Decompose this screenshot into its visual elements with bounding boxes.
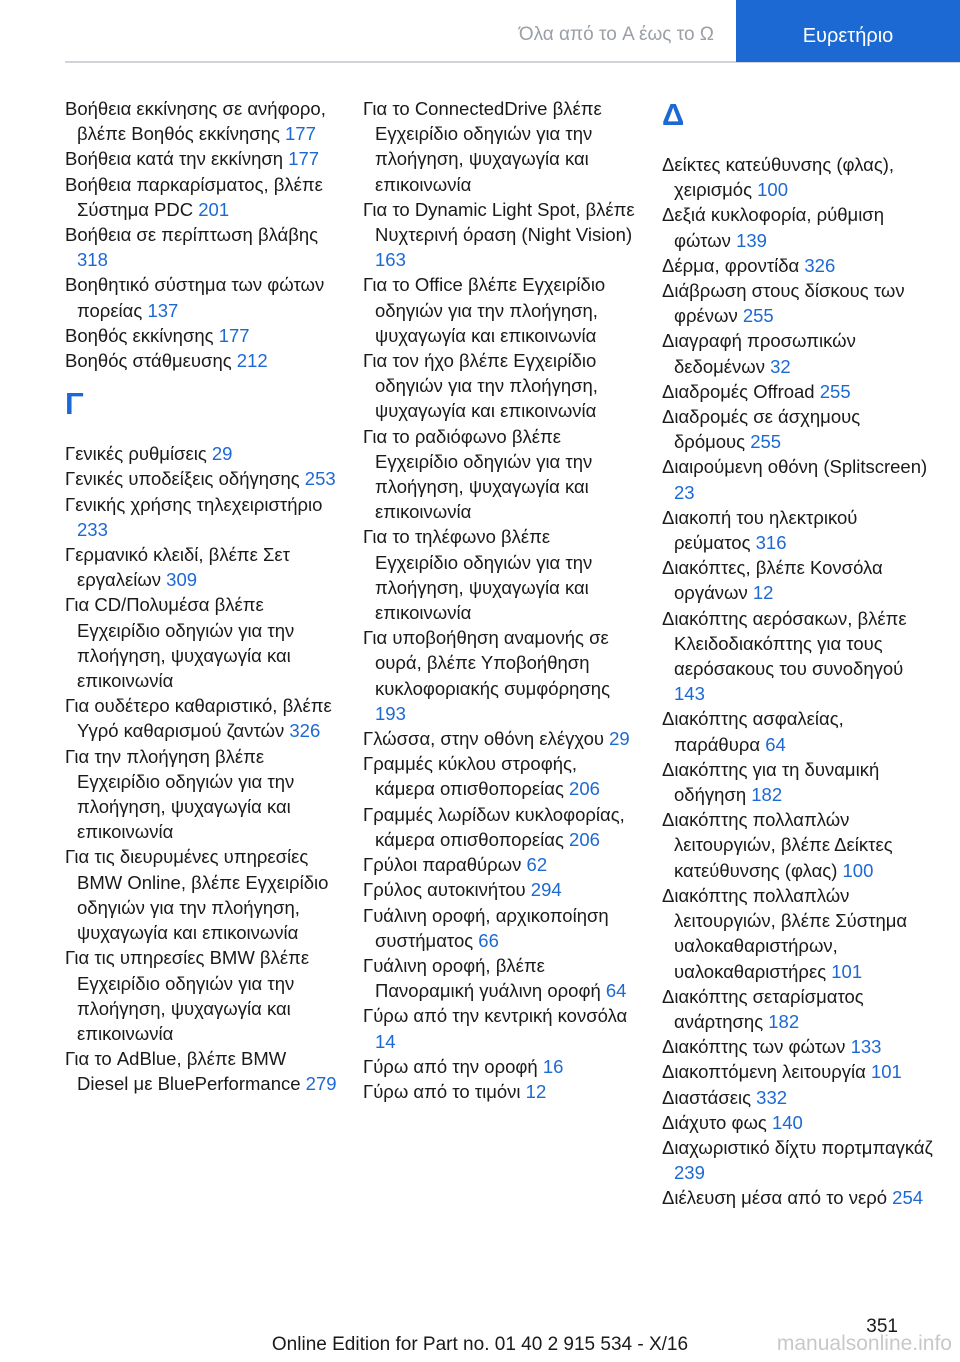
index-entry-text: Για τις υπηρεσίες BMW βλέπε Εγχειρίδιο οδηγιών για την πλοήγηση, ψυχαγωγία και επικοινωνία bbox=[65, 947, 310, 1044]
index-entry-text: Γύρω από την κεντρική κονσόλα bbox=[363, 1005, 628, 1027]
index-entry-text: Γύρω από το τιμόνι bbox=[363, 1080, 521, 1102]
section-title: Όλα από το A έως το Ω bbox=[518, 24, 714, 45]
index-entry-text: Διαδρομές Offroad bbox=[662, 380, 815, 402]
index-entry-text: Βοηθητικό σύστημα των φώτων πορείας bbox=[65, 274, 325, 321]
index-entry bbox=[363, 272, 635, 348]
index-entry-text: Διάχυτο φως bbox=[662, 1111, 767, 1133]
index-entry bbox=[363, 625, 635, 726]
page-reference-link[interactable]: 62 bbox=[526, 854, 548, 876]
index-entry bbox=[662, 757, 934, 807]
page-reference-link[interactable]: 14 bbox=[375, 1030, 396, 1052]
index-entry bbox=[662, 404, 934, 454]
index-entry-text: Για τον ήχο βλέπε Εγχειρίδιο οδηγιών για την πλοήγηση, ψυχαγωγία και επικοινωνία bbox=[363, 350, 598, 422]
index-column-3 bbox=[662, 96, 934, 1211]
index-entry-text: Γλώσσα, στην οθόνη ελέγχου bbox=[363, 728, 604, 750]
index-entry-text: Δέρμα, φροντίδα bbox=[662, 254, 800, 276]
index-entry bbox=[363, 348, 635, 424]
index-entry-text: Διακόπτες, βλέπε Κονσόλα οργάνων bbox=[662, 557, 883, 604]
index-entry bbox=[662, 984, 934, 1034]
page-reference-link[interactable]: 12 bbox=[525, 1080, 547, 1102]
index-entry-text: Διακόπτης ασφαλείας, παράθυρα bbox=[662, 708, 844, 755]
index-entry-text: Βοηθός εκκίνησης bbox=[65, 324, 214, 346]
index-entry bbox=[363, 751, 635, 801]
index-entry bbox=[662, 1085, 934, 1110]
index-entry-text: Για CD/Πολυμέσα βλέπε Εγχειρίδιο οδηγιών για την πλοήγηση, ψυχαγωγία και επικοινωνία bbox=[65, 594, 295, 692]
index-entry bbox=[363, 903, 635, 953]
index-entry bbox=[363, 1079, 635, 1104]
index-entry bbox=[65, 693, 337, 743]
watermark: manualsonline.info bbox=[776, 1332, 952, 1355]
index-entry bbox=[662, 555, 934, 605]
page-reference-link[interactable]: 177 bbox=[285, 123, 316, 145]
index-entry-text: Για το AdBlue, βλέπε BMW Diesel με BluePerformance bbox=[65, 1048, 301, 1095]
index-entry bbox=[65, 945, 337, 1046]
index-entry bbox=[662, 152, 934, 202]
page-reference-link[interactable]: 182 bbox=[751, 784, 783, 806]
page-reference-link[interactable]: 29 bbox=[609, 728, 630, 750]
page-reference-link[interactable]: 206 bbox=[569, 778, 600, 800]
index-entry bbox=[662, 328, 934, 378]
index-entry-text: Γραμμές λωρίδων κυκλοφορίας, κάμερα οπισθοπορείας bbox=[363, 803, 625, 850]
index-entry-text: Διακοπή του ηλεκτρικού ρεύματος bbox=[662, 506, 858, 554]
index-entry bbox=[65, 323, 337, 348]
index-entry-text: Διαχωριστικό δίχτυ πορτμπαγκάζ bbox=[662, 1136, 933, 1158]
index-entry bbox=[65, 1046, 337, 1096]
page-reference-link[interactable]: 253 bbox=[304, 468, 336, 490]
index-entry bbox=[65, 844, 337, 945]
index-entry-text: Διακόπτης πολλαπλών λειτουργιών, βλέπε Δείκτες κατεύθυνσης (φλας) bbox=[662, 809, 893, 881]
index-entry bbox=[662, 253, 934, 278]
index-entry bbox=[65, 466, 337, 491]
page-reference-link[interactable]: 255 bbox=[750, 431, 782, 453]
index-entry bbox=[65, 492, 337, 542]
index-entry-text: Για την πλοήγηση βλέπε Εγχειρίδιο οδηγιών για την πλοήγηση, ψυχαγωγία και επικοινωνία bbox=[65, 745, 295, 843]
index-entry-text: Γυάλινη οροφή, βλέπε Πανοραμική γυάλινη οροφή bbox=[363, 954, 601, 1002]
index-entry-text: Για το Dynamic Light Spot, βλέπε Νυχτερινή όραση (Night Vision) bbox=[363, 198, 635, 246]
page-reference-link[interactable]: 177 bbox=[288, 148, 320, 170]
index-entry-text: Διακοπτόμενη λειτουργία bbox=[662, 1061, 866, 1083]
page-reference-link[interactable]: 279 bbox=[305, 1073, 337, 1095]
index-entry bbox=[662, 807, 934, 883]
index-entry bbox=[662, 1059, 934, 1084]
page-reference-link[interactable]: 182 bbox=[768, 1010, 800, 1032]
index-entry-text: Γενικής χρήσης τηλεχειριστήριο bbox=[65, 493, 323, 515]
page-reference-link[interactable]: 66 bbox=[478, 929, 499, 951]
index-entry bbox=[363, 96, 635, 197]
page-reference-link[interactable]: 133 bbox=[850, 1036, 882, 1058]
index-entry bbox=[662, 454, 934, 504]
index-letter-heading: Δ bbox=[662, 97, 685, 132]
page-reference-link[interactable]: 23 bbox=[674, 481, 695, 503]
index-entry bbox=[65, 744, 337, 845]
index-entry bbox=[662, 606, 934, 707]
index-entry-text: Γρύλοι παραθύρων bbox=[363, 854, 522, 876]
page-reference-link[interactable]: 101 bbox=[870, 1061, 902, 1083]
page-reference-link[interactable]: 332 bbox=[756, 1086, 788, 1108]
page-reference-link[interactable]: 294 bbox=[530, 879, 562, 901]
index-entry-text: Για το τηλέφωνο βλέπε Εγχειρίδιο οδηγιών για την πλοήγηση, ψυχαγωγία και επικοινωνία bbox=[363, 526, 593, 624]
index-entry bbox=[662, 379, 934, 404]
tab-index[interactable]: Ευρετήριο bbox=[736, 0, 960, 62]
index-entry-text: Γερμανικό κλειδί, βλέπε Σετ εργαλείων bbox=[65, 544, 290, 591]
index-entry-text: Βοήθεια εκκίνησης σε ανήφορο, βλέπε Βοηθός εκκίνησης bbox=[65, 98, 326, 145]
index-entry-text: Γενικές υποδείξεις οδήγησης bbox=[65, 468, 300, 490]
page-reference-link[interactable]: 143 bbox=[674, 683, 705, 705]
page-reference-link[interactable]: 201 bbox=[198, 198, 230, 220]
index-entry-text: Για ουδέτερο καθαριστικό, βλέπε Υγρό καθαρισμού ζαντών bbox=[65, 695, 332, 742]
index-entry-text: Βοηθός στάθμευσης bbox=[65, 350, 232, 372]
page-reference-link[interactable]: 32 bbox=[770, 355, 791, 377]
page-reference-link[interactable]: 12 bbox=[752, 582, 774, 604]
index-entry bbox=[662, 706, 934, 756]
index-column-2 bbox=[363, 96, 635, 1104]
index-entry-text: Βοήθεια παρκαρίσματος, βλέπε Σύστημα PDC bbox=[65, 173, 323, 220]
page-reference-link[interactable]: 233 bbox=[77, 518, 108, 540]
page-reference-link[interactable]: 101 bbox=[831, 960, 863, 982]
page-reference-link[interactable]: 29 bbox=[211, 443, 233, 465]
index-entry-text: Για το ραδιόφωνο βλέπε Εγχειρίδιο οδηγιών για την πλοήγηση, ψυχαγωγία και επικοινωνία bbox=[363, 425, 593, 523]
index-entry-text: Γυάλινη οροφή, αρχικοποίηση συστήματος bbox=[363, 904, 609, 951]
index-entry bbox=[363, 802, 635, 852]
index-entry-text: Διέλευση μέσα από το νερό bbox=[662, 1187, 888, 1209]
page-reference-link[interactable]: 139 bbox=[736, 229, 767, 251]
index-entry bbox=[662, 1110, 934, 1135]
index-entry bbox=[662, 1135, 934, 1185]
index-entry bbox=[363, 877, 635, 902]
page-reference-link[interactable]: 318 bbox=[77, 249, 108, 271]
page-reference-link[interactable]: 316 bbox=[755, 532, 787, 554]
index-entry bbox=[65, 348, 337, 373]
index-entry-text: Διακόπτης για τη δυναμική οδήγηση bbox=[662, 758, 880, 806]
page-reference-link[interactable]: 239 bbox=[674, 1162, 705, 1184]
index-entry-text: Δείκτες κατεύθυνσης (φλας), χειρισμός bbox=[662, 154, 895, 201]
page-header bbox=[0, 0, 960, 62]
index-entry bbox=[65, 222, 337, 272]
index-entry-text: Γενικές ρυθμίσεις bbox=[65, 443, 207, 465]
index-entry bbox=[65, 146, 337, 171]
page-reference-link[interactable]: 326 bbox=[804, 254, 836, 276]
page-reference-link[interactable]: 137 bbox=[147, 299, 179, 321]
index-entry-text: Διαδρομές σε άσχημους δρόμους bbox=[662, 406, 861, 453]
index-entry-text: Γραμμές κύκλου στροφής, κάμερα οπισθοπορείας bbox=[363, 753, 578, 800]
page-reference-link[interactable]: 64 bbox=[765, 733, 786, 755]
index-entry bbox=[65, 441, 337, 466]
index-entry bbox=[65, 172, 337, 222]
index-entry bbox=[65, 542, 337, 592]
page-reference-link[interactable]: 16 bbox=[542, 1055, 564, 1077]
page-reference-link[interactable]: 206 bbox=[569, 828, 600, 850]
index-entry-text: Διακόπτης πολλαπλών λειτουργιών, βλέπε Σύστημα υαλοκαθαριστήρων, υαλοκαθαριστήρες bbox=[662, 884, 908, 982]
index-entry-text: Διαγραφή προσωπικών δεδομένων bbox=[662, 330, 856, 377]
page-reference-link[interactable]: 309 bbox=[166, 569, 198, 591]
index-entry-text: Για υποβοήθηση αναμονής σε ουρά, βλέπε Υποβοήθηση κυκλοφοριακής συμφόρησης bbox=[363, 627, 610, 699]
index-entry bbox=[65, 592, 337, 693]
index-entry-text: Δεξιά κυκλοφορία, ρύθμιση φώτων bbox=[662, 204, 885, 251]
page-reference-link[interactable]: 140 bbox=[771, 1111, 803, 1133]
index-letter-heading: Γ bbox=[65, 386, 84, 422]
index-entry-text: Για το Office βλέπε Εγχειρίδιο οδηγιών για την πλοήγηση, ψυχαγωγία και επικοινωνία bbox=[363, 274, 606, 346]
index-entry bbox=[363, 524, 635, 625]
index-entry bbox=[662, 1034, 934, 1059]
page-reference-link[interactable]: 193 bbox=[375, 702, 406, 724]
index-entry bbox=[662, 278, 934, 328]
index-entry-text: Διαστάσεις bbox=[662, 1086, 752, 1108]
index-entry-text: Για το ConnectedDrive βλέπε Εγχειρίδιο οδηγιών για την πλοήγηση, ψυχαγωγία και επικοινωνία bbox=[363, 98, 602, 195]
page-reference-link[interactable]: 100 bbox=[757, 179, 788, 201]
index-entry bbox=[363, 1003, 635, 1053]
index-entry-text: Βοήθεια κατά την εκκίνηση bbox=[65, 148, 284, 170]
index-entry bbox=[363, 726, 635, 751]
index-entry bbox=[65, 96, 337, 146]
index-entry-text: Για τις διευρυμένες υπηρεσίες BMW Online, βλέπε Εγχειρίδιο οδηγιών για την πλοήγηση, ψυχαγωγία και επικοινωνία bbox=[65, 846, 329, 944]
index-entry bbox=[662, 505, 934, 555]
index-entry bbox=[662, 1185, 934, 1210]
index-entry-text: Γρύλος αυτοκινήτου bbox=[363, 879, 526, 901]
index-entry-text: Βοήθεια σε περίπτωση βλάβης bbox=[65, 224, 319, 246]
index-entry-text: Γύρω από την οροφή bbox=[363, 1055, 538, 1077]
page-reference-link[interactable]: 254 bbox=[892, 1187, 924, 1209]
index-entry bbox=[363, 424, 635, 525]
footer-edition: Online Edition for Part no. 01 40 2 915 534 - X/16 bbox=[271, 1334, 689, 1355]
page-reference-link[interactable]: 177 bbox=[218, 324, 250, 346]
page-number: 351 bbox=[866, 1316, 898, 1337]
index-column-1 bbox=[65, 96, 337, 1097]
index-entry-text: Διαιρούμενη οθόνη (Splitscreen) bbox=[662, 456, 928, 478]
page-reference-link[interactable]: 100 bbox=[842, 859, 874, 881]
index-entry bbox=[65, 272, 337, 322]
index-entry bbox=[363, 1054, 635, 1079]
index-entry-text: Διακόπτης αερόσακων, βλέπε Κλειδοδιακόπτης για τους αερόσακους του συνοδηγού bbox=[662, 607, 907, 680]
index-entry-text: Διάβρωση στους δίσκους των φρένων bbox=[662, 280, 905, 327]
index-entry bbox=[662, 202, 934, 252]
index-entry bbox=[662, 883, 934, 984]
page-reference-link[interactable]: 326 bbox=[289, 720, 321, 742]
index-entry bbox=[363, 953, 635, 1003]
page-reference-link[interactable]: 163 bbox=[375, 249, 406, 271]
index-entry-text: Διακόπτης των φώτων bbox=[662, 1036, 846, 1058]
index-entry-text: Διακόπτης σεταρίσματος ανάρτησης bbox=[662, 985, 864, 1032]
page-reference-link[interactable]: 255 bbox=[819, 380, 851, 402]
page-reference-link[interactable]: 64 bbox=[605, 980, 627, 1002]
page-reference-link[interactable]: 255 bbox=[742, 305, 774, 327]
page-reference-link[interactable]: 212 bbox=[236, 350, 268, 372]
index-entry bbox=[363, 852, 635, 877]
index-entry bbox=[363, 197, 635, 273]
